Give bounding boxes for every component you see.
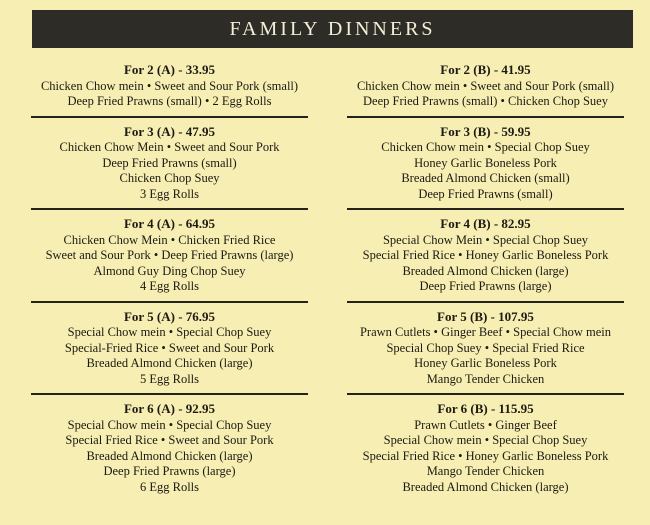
package-item-line: Deep Fried Prawns (large) [103,464,236,478]
section-divider [31,208,308,210]
package-title: For 2 (B) - 41.95 [440,62,531,77]
package-item-line: Special Fried Rice • Sweet and Sour Pork [65,433,274,447]
package-item-line: Sweet and Sour Pork • Deep Fried Prawns (large) [45,248,294,262]
package-item-line: Special Fried Rice • Honey Garlic Boneless Pork [362,448,609,463]
dinner-package [347,216,624,295]
section-divider [347,393,624,395]
package-title: For 6 (A) - 92.95 [123,401,216,416]
package-title: For 2 (A) - 33.95 [123,62,216,77]
section-divider [347,208,624,210]
package-title: For 3 (B) - 59.95 [440,123,531,139]
package-title: For 4 (B) - 82.95 [440,216,531,231]
package-item-line: 5 Egg Rolls [139,371,200,386]
package-item-line: Breaded Almond Chicken (large) [402,479,569,494]
package-title: For 4 (A) - 64.95 [123,216,216,231]
dinner-package [347,62,624,110]
package-title: For 5 (A) - 76.95 [123,308,216,324]
dinner-package [31,309,308,388]
package-item-line: Special Chow mein • Special Chop Suey [67,417,272,432]
package-item-line: Chicken Chop Suey [119,171,220,185]
package-item-line: Breaded Almond Chicken (small) [401,171,570,185]
package-item-line: Special Chow mein • Special Chop Suey [383,433,588,447]
package-item-line: Breaded Almond Chicken (large) [402,263,569,278]
section-divider [31,393,308,395]
package-item-line: Almond Guy Ding Chop Suey [93,263,246,278]
package-item-line: Special Chop Suey • Special Fried Rice [386,340,585,355]
package-item-line: Chicken Chow mein • Special Chop Suey [381,140,590,154]
section-divider [31,301,308,303]
package-item-line: Mango Tender Chicken [426,371,545,386]
package-item-line: Chicken Chow Mein • Chicken Fried Rice [63,232,276,247]
dinner-package [347,124,624,203]
dinner-package [31,62,308,110]
page-title: FAMILY DINNERS [229,17,436,40]
package-item-line: Chicken Chow mein • Sweet and Sour Pork (small) [40,78,299,93]
package-title: For 6 (B) - 115.95 [437,401,534,416]
section-divider [31,116,308,118]
dinner-package [347,401,624,495]
package-item-line: Mango Tender Chicken [426,464,545,478]
package-title: For 5 (B) - 107.95 [437,308,534,324]
package-item-line: Chicken Chow mein • Sweet and Sour Pork (small) [356,78,615,93]
package-item-line: Special Chow Mein • Special Chop Suey [382,232,589,247]
package-item-line: Honey Garlic Boneless Pork [414,155,557,170]
page-title-banner [32,10,633,48]
left-menu-column [31,62,308,495]
dinner-package [347,309,624,388]
package-item-line: Breaded Almond Chicken (large) [86,448,253,463]
package-item-line: Deep Fried Prawns (large) [419,279,552,293]
package-item-line: Honey Garlic Boneless Pork [414,356,557,370]
dinner-package [31,124,308,203]
package-item-line: 3 Egg Rolls [139,186,200,201]
package-title: For 3 (A) - 47.95 [123,123,216,139]
package-item-line: Prawn Cutlets • Ginger Beef [414,417,557,432]
right-menu-column [347,62,624,495]
package-item-line: Deep Fried Prawns (small) • Chicken Chop Suey [363,94,608,108]
package-item-line: 6 Egg Rolls [139,479,200,494]
package-item-line: Special Chow mein • Special Chop Suey [67,325,272,339]
package-item-line: Prawn Cutlets • Ginger Beef • Special Chow mein [359,325,612,339]
package-item-line: Chicken Chow Mein • Sweet and Sour Pork [59,140,280,154]
package-item-line: Deep Fried Prawns (small) [418,186,553,201]
package-item-line: Deep Fried Prawns (small) [102,155,237,170]
package-item-line: Special-Fried Rice • Sweet and Sour Pork [64,340,275,355]
package-item-line: Special Fried Rice • Honey Garlic Boneless Pork [362,248,609,262]
section-divider [347,301,624,303]
package-item-line: 4 Egg Rolls [139,279,200,293]
dinner-package [31,401,308,495]
section-divider [347,116,624,118]
package-item-line: Deep Fried Prawns (small) • 2 Egg Rolls [67,94,272,108]
package-item-line: Breaded Almond Chicken (large) [86,356,253,370]
dinner-package [31,216,308,295]
